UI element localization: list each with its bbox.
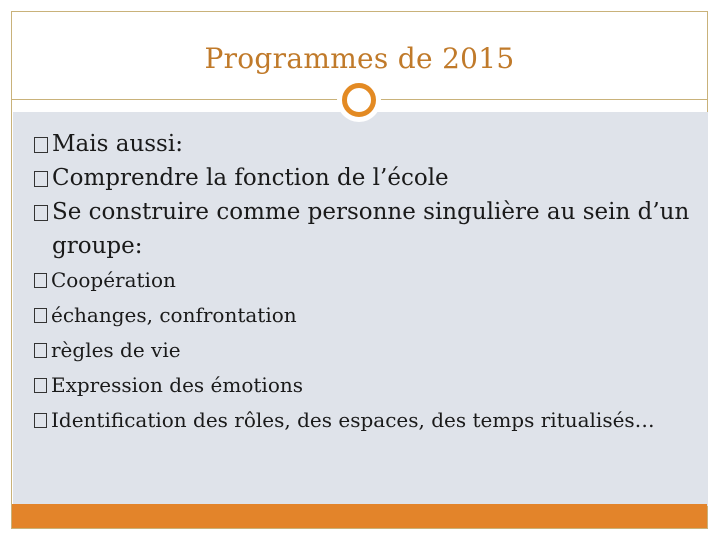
- bullet-box-icon: [34, 137, 48, 153]
- footer-accent-bar: [12, 504, 707, 528]
- bullet-text: Mais aussi:: [52, 131, 183, 157]
- bullet-box-icon: [34, 205, 48, 221]
- bullet-box-icon: [34, 171, 48, 187]
- subbullet-item: [34, 333, 694, 368]
- subbullet-item: [34, 403, 694, 438]
- subbullet-item: [34, 298, 694, 333]
- subbullet-text: Expression des émotions: [51, 373, 304, 397]
- bullet-box-icon: [34, 308, 47, 323]
- bullet-box-icon: [34, 273, 47, 288]
- bullet-item: [34, 195, 694, 263]
- bullet-box-icon: [34, 343, 47, 358]
- slide-title: Programmes de 2015: [204, 42, 515, 75]
- subbullet-item: [34, 368, 694, 403]
- subbullet-item: [34, 263, 694, 298]
- bullet-box-icon: [34, 413, 47, 428]
- bullet-item: [34, 161, 694, 195]
- bullet-item: [34, 127, 694, 161]
- bullet-list: [34, 127, 694, 438]
- bullet-box-icon: [34, 378, 47, 393]
- subbullet-text: règles de vie: [51, 338, 181, 362]
- bullet-text: Se construire comme personne singulière au sein d’un groupe:: [52, 199, 690, 259]
- subbullet-text: échanges, confrontation: [51, 303, 297, 327]
- bullet-text: Comprendre la fonction de l’école: [52, 165, 449, 191]
- ring-ornament-icon: [342, 83, 376, 117]
- subbullet-text: Coopération: [51, 268, 176, 292]
- slide: [11, 11, 708, 529]
- subbullet-text: Identification des rôles, des espaces, des temps ritualisés…: [51, 408, 655, 432]
